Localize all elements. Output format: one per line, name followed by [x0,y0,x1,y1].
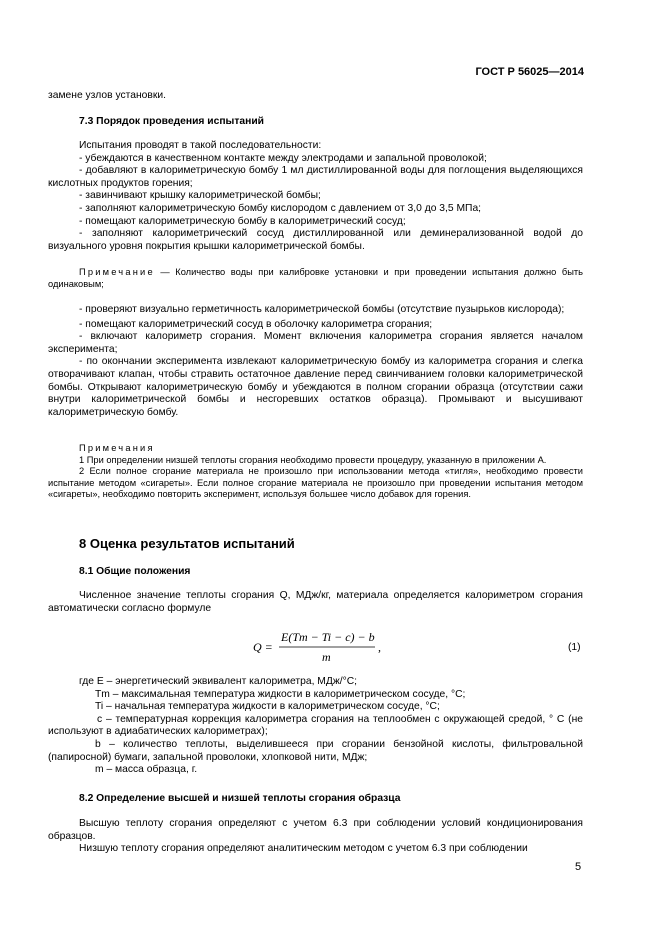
section-8-1-text [48,590,583,615]
section-8-title: 8 Оценка результатов испытаний [79,536,295,551]
legend-item: где E – энергетический эквивалент калориметра, МДж/°С; [79,676,358,687]
formula-graphic [253,628,393,668]
note-item: 1 При определении низшей теплоты сгорания необходимо провести процедуру, указанную в приложении А. [79,454,547,465]
paragraph: Низшую теплоту сгорания определяют аналитическим методом с учетом 6.3 при соблюдении [79,843,528,855]
standard-designation: ГОСТ Р 56025—2014 [475,66,584,78]
intro-line: Испытания проводят в такой последовательности: [79,140,322,151]
note-water-amount [48,267,583,290]
paragraph: Высшую теплоту сгорания определяют с учетом 6.3 при соблюдении условий кондиционирования образцов. [48,818,583,842]
legend-item: Tm – максимальная температура жидкости в калориметрическом сосуде, °С; [95,688,466,700]
section-8-2-text [48,818,583,856]
legend-item: c – температурная коррекция калориметра сгорания на теплообмен с окружающей средой, ° С (не используют в адиабатических калориметрах); [48,713,583,738]
section-7-3-body-2 [48,304,583,419]
formula-denominator: m [322,650,331,664]
list-item: - проверяют визуально герметичность калориметрической бомбы (отсутствие пузырьков кислорода); [79,304,565,315]
section-7-3 [79,116,583,129]
page-number: 5 [575,861,582,873]
section-8-2-title-wrap [79,793,583,806]
legend-item: Ti – начальная температура жидкости в калориметрическом сосуде, °С; [95,701,440,713]
formula-numerator: E(Tm − Ti − c) − b [281,630,375,644]
notes-block [48,443,583,501]
list-item: - заполняют калориметрическую бомбу кислородом с давлением от 3,0 до 3,5 МПа; [79,202,482,214]
list-item: - помещают калориметрическую бомбу в калориметрический сосуд; [79,215,406,227]
paragraph: Численное значение теплоты сгорания Q, МДж/кг, материала определяется калориметром сгорания автоматически согласно формуле [48,590,583,614]
formula-1 [253,628,393,668]
legend-item: b – количество теплоты, выделившееся при сгорании бензойной кислоты, фильтровальной (папиросной) бумаги, запальной проволоки, хлопковой нити, МДж; [48,738,583,763]
list-item: - завинчивают крышку калориметрической бомбы; [79,190,321,202]
formula-tail: , [378,640,381,654]
section-8-1-title-wrap [79,566,583,579]
list-item: - добавляют в калориметрическую бомбу 1 мл дистиллированной воды для поглощения выделяющихся кислотных продуктов горения; [48,165,583,189]
continuation-line: замене узлов установки. [48,90,166,101]
note-item: 2 Если полное сгорание материала не произошло при использовании метода «тигля», необходимо провести испытание методом «сигареты». Если полное сгорание материала не произошло при проведении испытания методом «сигареты», необходимо повторить эксперимент, используя большее число добавок для горения. [48,466,583,500]
formula-lhs: Q = [253,640,273,654]
note-text: — Количество воды при калибровке установки и при проведении испытания должно быть одинаковым; [48,267,583,289]
formula-legend [48,676,583,777]
section-7-3-body [48,140,583,253]
note-label: Примечание [79,267,155,277]
notes-label: Примечания [79,443,155,453]
equation-number: (1) [568,642,581,653]
section-8-1-title: 8.1 Общие положения [79,566,191,577]
section-8-title-wrap [79,538,583,551]
list-item: - помещают калориметрический сосуд в оболочку калориметра сгорания; [79,318,433,330]
list-item: - заполняют калориметрический сосуд дистиллированной или деминерализованной водой до визуального уровня покрытия крышки калориметрической бомбы. [48,228,583,252]
section-7-3-title: 7.3 Порядок проведения испытаний [79,116,264,127]
section-8-2-title: 8.2 Определение высшей и низшей теплоты сгорания образца [79,793,401,804]
legend-item: m – масса образца, г. [95,764,198,776]
list-item: - по окончании эксперимента извлекают калориметрическую бомбу из калориметра сгорания и слегка отворачивают клапан, чтобы стравить остаточное давление перед свинчиванием головки калориметрической бомбы. Открывают калориметрическую бомбу и убеждаются в полном сгорании образца (отсутствии сажи внутри калориметрической бомбы и несгоревших остатков образца). Промывают и высушивают калориметрическую бомбу. [48,356,583,418]
list-item: - убеждаются в качественном контакте между электродами и запальной проволокой; [79,152,487,164]
list-item: - включают калориметр сгорания. Момент включения калориметра сгорания является началом эксперимента; [48,331,583,355]
